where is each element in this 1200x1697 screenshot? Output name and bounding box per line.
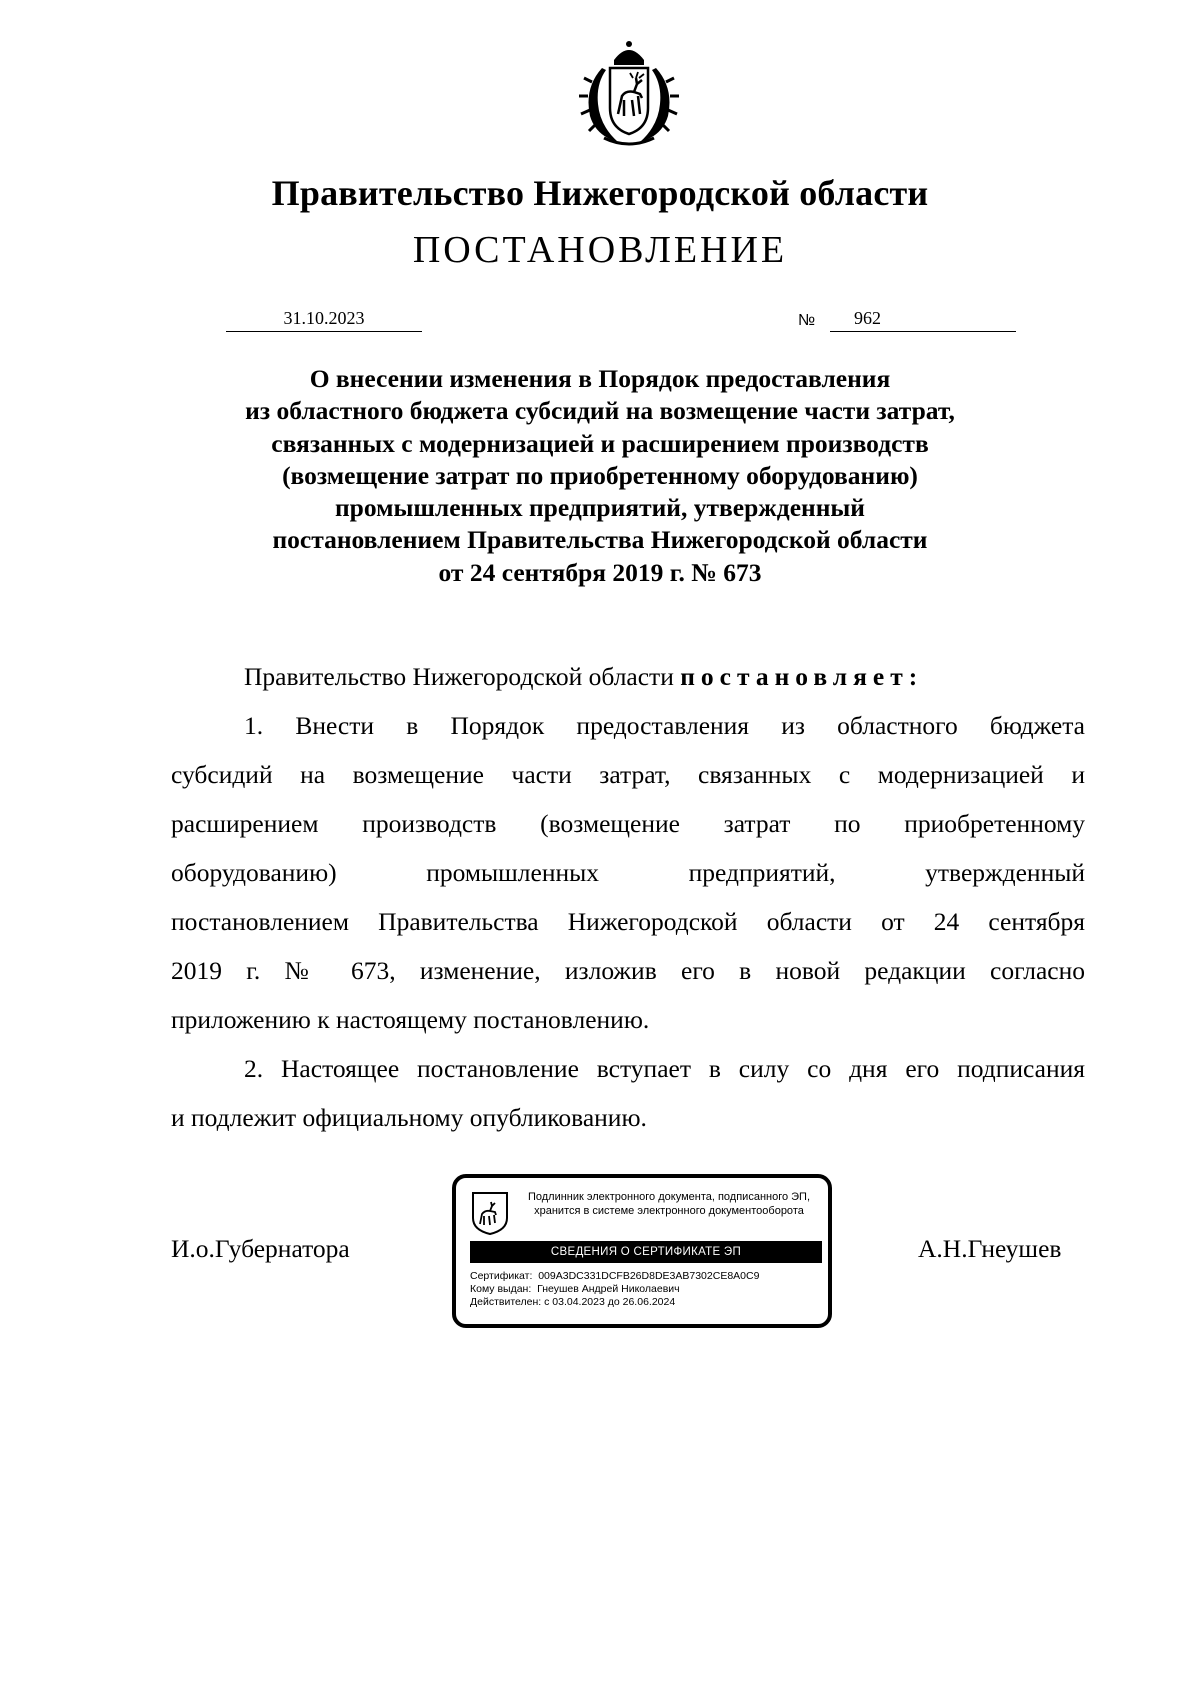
- paragraph-1-line: оборудованию) промышленных предприятий, утвержденный: [171, 858, 1085, 887]
- subject-line: промышленных предприятий, утвержденный: [334, 493, 865, 523]
- subject-line: связанных с модернизацией и расширением производств: [271, 428, 929, 458]
- subject-line: (возмещение затрат по приобретенному оборудованию): [282, 460, 918, 490]
- certificate-label: Сертификат:: [470, 1270, 533, 1282]
- subject-line: постановлением Правительства Нижегородской области: [272, 525, 928, 555]
- certificate-details: [470, 1270, 759, 1309]
- signatory-position: И.о.Губернатора: [171, 1234, 350, 1263]
- valid-value: с 03.04.2023 до 26.06.2024: [544, 1296, 676, 1308]
- stamp-line-1: Подлинник электронного документа, подписанного ЭП,: [527, 1191, 811, 1203]
- subject-line: О внесении изменения в Порядок предоставления: [309, 364, 891, 393]
- paragraph-1-line: постановлением Правительства Нижегородской области от 24 сентября: [171, 907, 1085, 936]
- valid-label: Действителен:: [470, 1296, 542, 1308]
- deer-shield-icon: [470, 1190, 510, 1236]
- number-sign: №: [798, 312, 816, 329]
- certificate-row: [470, 1270, 759, 1283]
- document-subject: [150, 363, 1050, 589]
- issued-row: [470, 1283, 759, 1296]
- intro-prefix: Правительство Нижегородской области: [244, 662, 674, 691]
- paragraph-1-line: 2019 г. № 673, изменение, изложив его в новой редакции согласно: [171, 956, 1085, 985]
- certificate-value: 009A3DC331DCFB26D8DE3AB7302CE8A0C9: [538, 1270, 760, 1282]
- subject-line: из областного бюджета субсидий на возмещение части затрат,: [245, 396, 955, 426]
- paragraph-2-line: и подлежит официальному опубликованию.: [171, 1103, 647, 1132]
- document-number-field: [830, 307, 1016, 332]
- valid-row: [470, 1296, 759, 1309]
- paragraph-1-line: субсидий на возмещение части затрат, связанных с модернизацией и: [171, 760, 1085, 789]
- organization-title: Правительство Нижегородской области: [271, 173, 929, 213]
- certificate-info-bar: СВЕДЕНИЯ О СЕРТИФИКАТЕ ЭП: [470, 1241, 822, 1263]
- document-date: 31.10.2023: [226, 307, 422, 332]
- coat-of-arms-icon: [574, 38, 684, 150]
- issued-label: Кому выдан:: [470, 1283, 532, 1295]
- paragraph-1-line: приложению к настоящему постановлению.: [171, 1005, 650, 1034]
- signatory-name: А.Н.Гнеушев: [918, 1234, 1062, 1263]
- intro-verb: постановляет:: [680, 662, 924, 691]
- paragraph-1-line: расширением производств (возмещение затрат по приобретенному: [171, 809, 1085, 838]
- document-body: [171, 652, 1085, 1142]
- paragraph-1-line: 1. Внести в Порядок предоставления из областного бюджета: [244, 711, 1085, 740]
- electronic-signature-stamp: [452, 1174, 832, 1328]
- subject-line: от 24 сентября 2019 г. № 673: [438, 557, 762, 587]
- intro-line: [171, 652, 1085, 701]
- stamp-header: [516, 1190, 822, 1218]
- document-number: 962: [854, 308, 881, 328]
- issued-value: Гнеушев Андрей Николаевич: [537, 1283, 680, 1295]
- document-type: ПОСТАНОВЛЕНИЕ: [412, 229, 788, 271]
- stamp-line-2: хранится в системе электронного документооборота: [534, 1205, 804, 1217]
- paragraph-2-line: 2. Настоящее постановление вступает в силу со дня его подписания: [244, 1054, 1085, 1083]
